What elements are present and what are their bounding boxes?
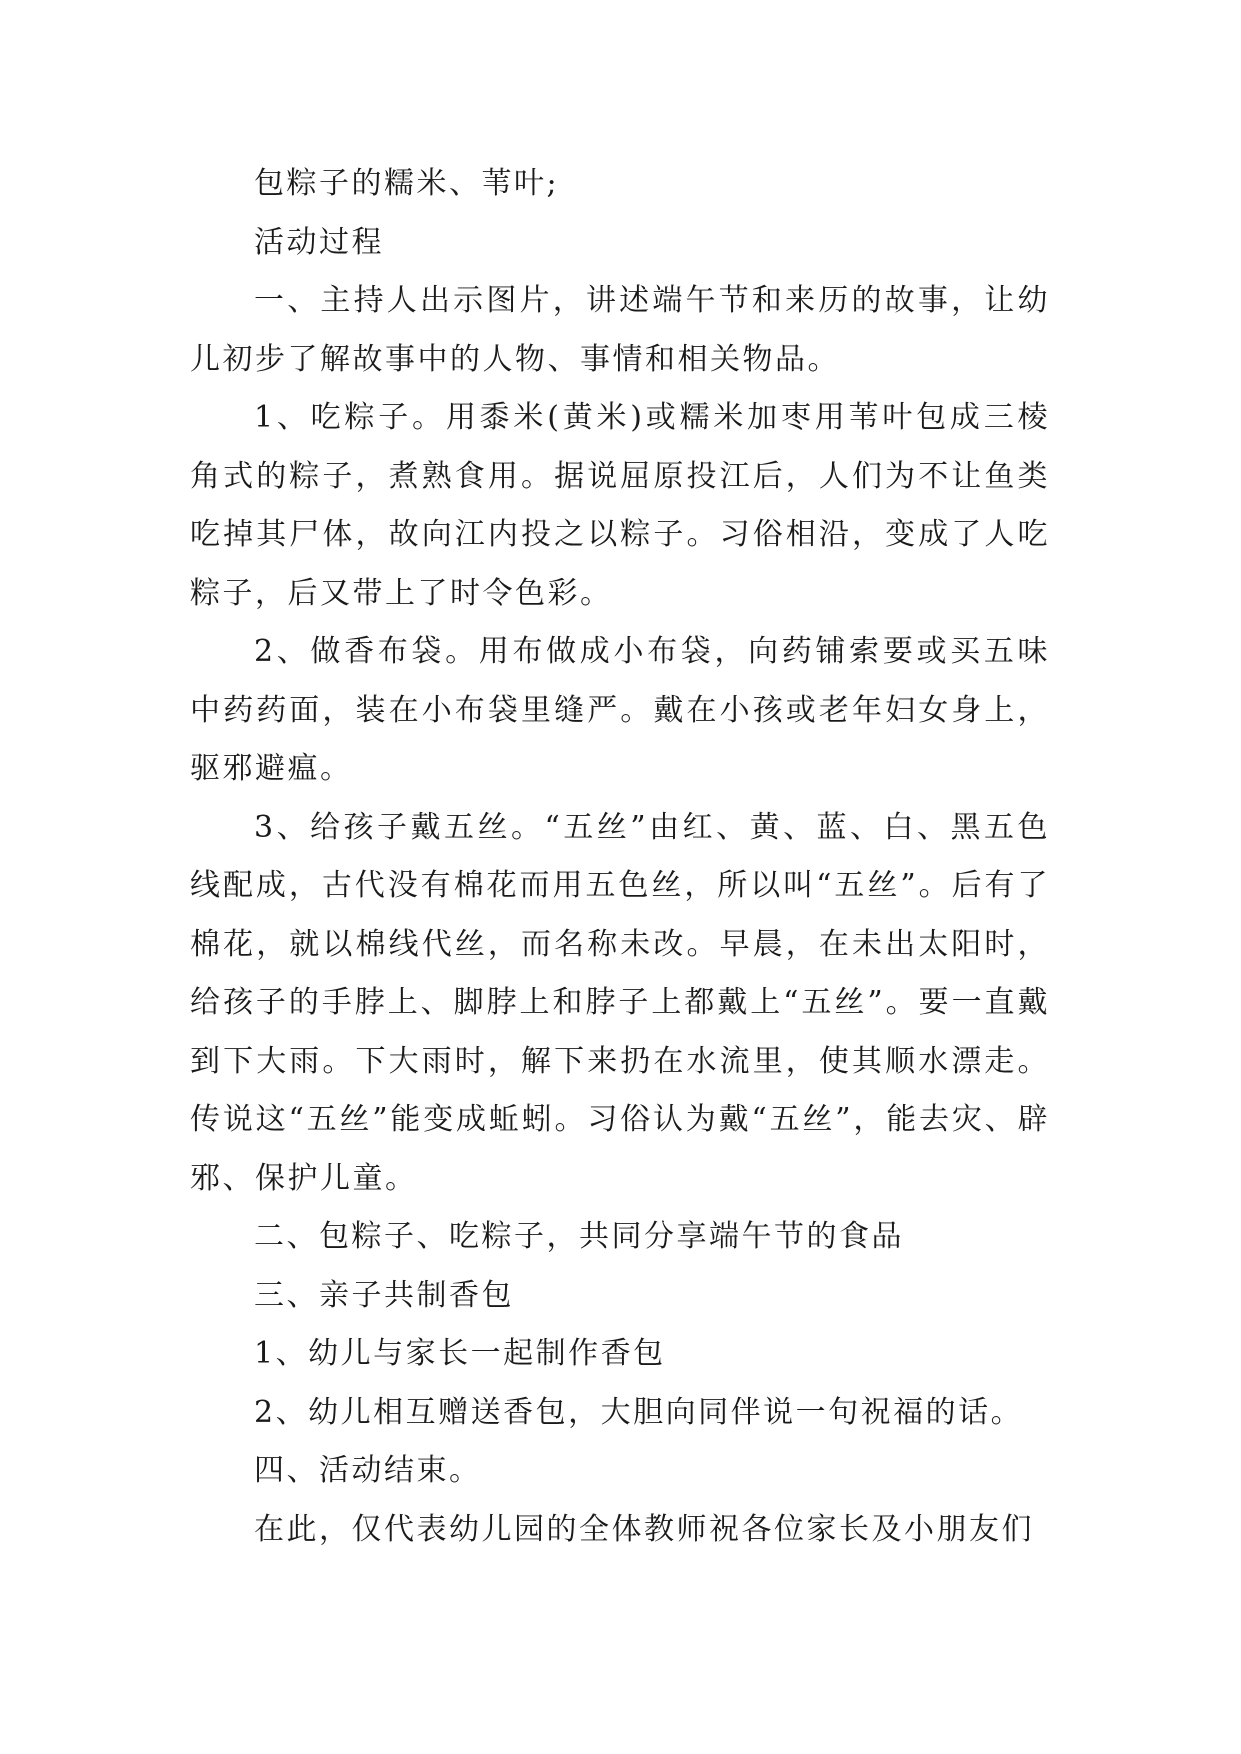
paragraph-make-sachet: 1、幼儿与家长一起制作香包	[254, 1336, 666, 1371]
paragraph-step-one: 一、主持人出示图片，讲述端午节和来历的故事，让幼儿初步了解故事中的人物、事情和相关物品。	[190, 283, 1050, 377]
paragraph-fragrant-bag: 2、做香布袋。用布做成小布袋，向药铺索要或买五味中药药面，装在小布袋里缝严。戴在小孩或老年妇女身上，驱邪避瘟。	[190, 634, 1050, 786]
paragraph-gift-sachet: 2、幼儿相互赠送香包，大胆向同伴说一句祝福的话。	[254, 1394, 1024, 1430]
document-body	[190, 155, 1050, 1559]
paragraph-activity-process-heading: 活动过程	[254, 224, 384, 260]
paragraph-step-two: 二、包粽子、吃粽子，共同分享端午节的食品	[254, 1219, 904, 1254]
paragraph-step-four: 四、活动结束。	[254, 1453, 482, 1488]
paragraph-closing: 在此，仅代表幼儿园的全体教师祝各位家长及小朋友们	[254, 1511, 1034, 1547]
paragraph-eat-zongzi: 1、吃粽子。用黍米(黄米)或糯米加枣用苇叶包成三棱角式的粽子，煮熟食用。据说屈原投江后，人们为不让鱼类吃掉其尸体，故向江内投之以粽子。习俗相沿，变成了人吃粽子，后又带上了时令色彩。	[190, 400, 1050, 611]
paragraph-materials: 包粽子的糯米、苇叶;	[254, 166, 560, 201]
paragraph-five-silk: 3、给孩子戴五丝。“五丝”由红、黄、蓝、白、黑五色线配成，古代没有棉花而用五色丝，所以叫“五丝”。后有了棉花，就以棉线代丝，而名称未改。早晨，在未出太阳时，给孩子的手脖上、脚脖上和脖子上都戴上“五丝”。要一直戴到下大雨。下大雨时，解下来扔在水流里，使其顺水漂走。传说这“五丝”能变成蚯蚓。习俗认为戴“五丝”，能去灾、辟邪、保护儿童。	[190, 809, 1050, 1196]
paragraph-step-three: 三、亲子共制香包	[254, 1277, 514, 1313]
